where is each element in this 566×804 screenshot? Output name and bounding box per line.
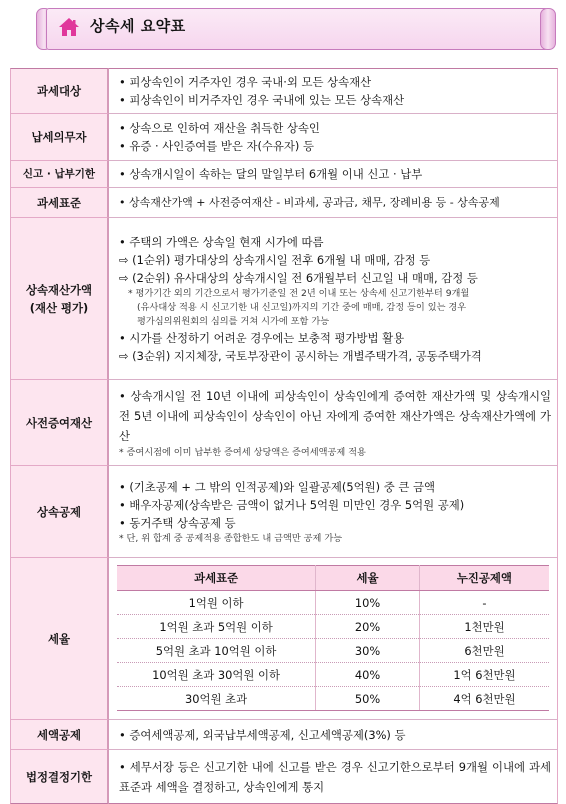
row-filing-deadline: 신고 · 납부기한 • 상속개시일이 속하는 달의 말일부터 6개월 이내 신고 · 납부	[10, 161, 558, 188]
rate-row: 1억원 이하 10% -	[117, 591, 549, 615]
row-label: 과세표준	[10, 188, 109, 218]
row-tax-credit: 세액공제 • 증여세액공제, 외국납부세액공제, 신고세액공제(3%) 등	[10, 720, 558, 750]
row-label: 상속공제	[10, 466, 109, 558]
rate-header: 누진공제액	[419, 566, 549, 591]
rate-row: 30억원 초과 50% 4억 6천만원	[117, 687, 549, 711]
rate-header: 과세표준	[117, 566, 316, 591]
rate-row: 5억원 초과 10억원 이하 30% 6천만원	[117, 639, 549, 663]
row-label: 세액공제	[10, 720, 109, 750]
tax-rate-table	[117, 565, 549, 711]
row-label: 사전증여재산	[10, 380, 109, 466]
row-property-valuation: 상속재산가액 (재산 평가) • 주택의 가액은 상속일 현재 시가에 따름 ⇨ (1순위) 평가대상의 상속개시일 전후 6개월 내 매매, 감정 등 ⇨ (2순위) 유사대상의 상속개시일 전 6개월부터 신고일 내 매매, 감정 등 * 평가기간 외의 기간으로서 평가기준일 전 2년 이내 또는 상속세 신고기한부터 9개월 (유사대상 적용 시 신고기한 내 신고일)까지의 기간 중에 매매, 감정 등이 있는 경우 평가심의위원회의 심의를 거쳐 시가에 포함 가능 • 시가를 산정하기 어려운 경우에는 보충적 평가방법 활용 ⇨ (3순위) 지지체장, 국토부장관이 공시하는 개별주택가격, 공동주택가격	[10, 218, 558, 380]
row-label: 과세대상	[10, 68, 109, 114]
row-taxable-object: 과세대상 • 피상속인이 거주자인 경우 국내·외 모든 상속재산 • 피상속인이 비거주자인 경우 국내에 있는 모든 상속재산	[10, 68, 558, 114]
rate-row: 10억원 초과 30억원 이하 40% 1억 6천만원	[117, 663, 549, 687]
scroll-right-roll	[540, 8, 556, 50]
home-icon	[58, 17, 80, 37]
row-deductions: 상속공제 • (기초공제 + 그 밖의 인적공제)와 일괄공제(5억원) 중 큰 금액 • 배우자공제(상속받은 금액이 없거나 5억원 미만인 경우 5억원 공제) • 동거주택 상속공제 등 * 단, 위 합계 중 공제적용 종합한도 내 금액만 공제 가능	[10, 466, 558, 558]
row-label: 법정결정기한	[10, 750, 109, 804]
row-prior-gift: 사전증여재산 • 상속개시일 전 10년 이내에 피상속인이 상속인에게 증여한 재산가액 및 상속개시일 전 5년 이내에 피상속인이 상속인이 아닌 자에게 증여한 재산가액은 상속재산가액에 가산 * 증여시점에 이미 납부한 증여세 상당액은 증여세액공제 적용	[10, 380, 558, 466]
row-decision-deadline: 법정결정기한 • 세무서장 등은 신고기한 내에 신고를 받은 경우 신고기한으로부터 9개월 이내에 과세표준과 세액을 결정하고, 상속인에게 통지	[10, 750, 558, 804]
row-label: 신고 · 납부기한	[10, 161, 109, 188]
row-label: 납세의무자	[10, 114, 109, 161]
row-tax-rate	[10, 558, 558, 720]
row-tax-base: 과세표준 • 상속재산가액 + 사전증여재산 - 비과세, 공과금, 채무, 장례비용 등 - 상속공제	[10, 188, 558, 218]
rate-header: 세율	[316, 566, 420, 591]
row-taxpayer: 납세의무자 • 상속으로 인하여 재산을 취득한 상속인 • 유증 · 사인증여를 받은 자(수유자) 등	[10, 114, 558, 161]
rate-row: 1억원 초과 5억원 이하 20% 1천만원	[117, 615, 549, 639]
row-label: 상속재산가액 (재산 평가)	[10, 218, 109, 380]
row-label: 세율	[10, 558, 109, 720]
summary-table	[10, 68, 558, 804]
page-title: 상속세 요약표	[90, 17, 186, 35]
